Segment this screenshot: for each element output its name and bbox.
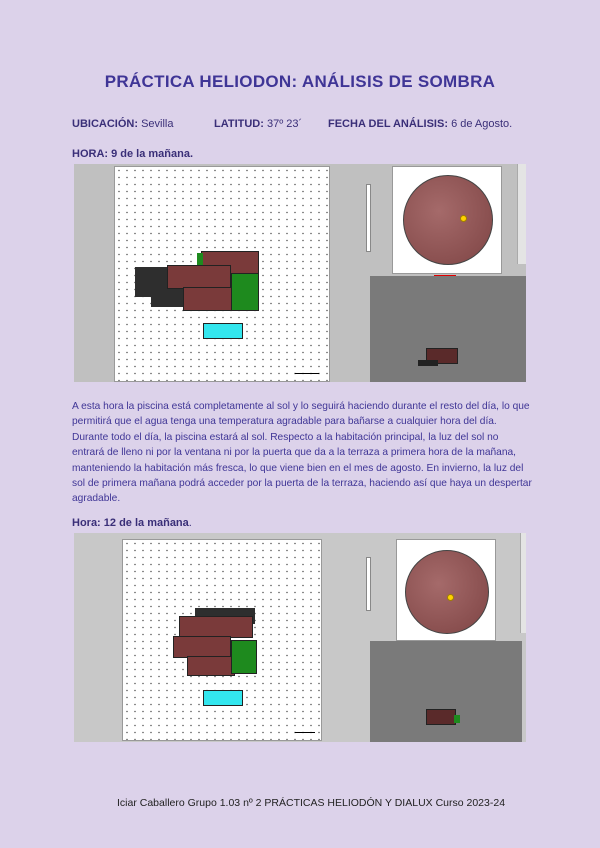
location-value: Sevilla — [141, 118, 174, 130]
pool — [203, 690, 243, 706]
section2-heading-end: . — [188, 517, 192, 529]
section2-heading-text: Hora: 12 de la mañana — [72, 517, 189, 529]
sun-path-globe — [403, 175, 493, 265]
section1-paragraph: A esta hora la piscina está completamente al sol y lo seguirá haciendo durante el resto del día, lo que permitirá que el agua tenga una temperatura agradable para bañarse a cualquier hora del día. Durante todo el día, la piscina estará al sol. Respecto a la habitación principal, la luz del sol no entrará de lleno ni por la ventana ni por la puerta que da a la terraza a primera hora de la mañana, manteniendo la habitación más fresca, lo que viene bien en el mes de agosto. En invierno, la luz del sol de primera mañana podrá acceder por la puerta de la terraza, haciendo así que haya un despertar agradable. — [72, 401, 532, 505]
garden-area — [231, 640, 257, 674]
date-label: FECHA DEL ANÁLISIS: — [328, 118, 448, 130]
building-block — [183, 287, 235, 311]
building-block — [187, 656, 235, 676]
sun-icon — [447, 594, 454, 601]
3d-house-model — [426, 709, 456, 725]
sun-path-globe — [405, 550, 489, 634]
latitude-field — [214, 118, 302, 130]
location-field — [72, 118, 173, 130]
building-block — [179, 616, 253, 638]
vertical-slider[interactable] — [366, 557, 371, 611]
heliodon-screenshot-9am — [74, 164, 526, 382]
section2-heading — [72, 517, 192, 529]
sun-globe-panel — [392, 166, 502, 274]
garden-area — [197, 253, 203, 265]
right-toolbar — [517, 164, 526, 264]
3d-view — [370, 641, 522, 742]
date-field — [328, 118, 512, 130]
building-block — [173, 636, 231, 658]
3d-view — [370, 276, 526, 382]
date-value: 6 de Agosto. — [451, 118, 513, 130]
site-plan — [114, 166, 330, 382]
garden-area — [231, 273, 259, 311]
3d-house-garden — [454, 715, 460, 723]
scale-bar — [295, 732, 315, 733]
site-plan — [122, 539, 322, 741]
section1-heading: HORA: 9 de la mañana. — [72, 148, 194, 160]
shadow-area — [151, 287, 185, 307]
sun-icon — [460, 215, 467, 222]
footer-text: Iciar Caballero Grupo 1.03 nº 2 PRÁCTICAS HELIODÓN Y DIALUX Curso 2023-24 — [117, 797, 506, 809]
pool — [203, 323, 243, 339]
heliodon-screenshot-12pm — [74, 533, 526, 742]
sun-globe-panel — [396, 539, 496, 641]
scale-bar — [295, 373, 319, 374]
latitude-label: LATITUD: — [214, 118, 264, 130]
vertical-slider[interactable] — [366, 184, 371, 252]
building-block — [167, 265, 231, 289]
3d-house-shadow — [418, 360, 438, 366]
location-label: UBICACIÓN: — [72, 118, 138, 130]
latitude-value: 37º 23´ — [266, 118, 303, 130]
page-title: PRÁCTICA HELIODON: ANÁLISIS DE SOMBRA — [104, 72, 496, 91]
right-toolbar — [520, 533, 526, 633]
